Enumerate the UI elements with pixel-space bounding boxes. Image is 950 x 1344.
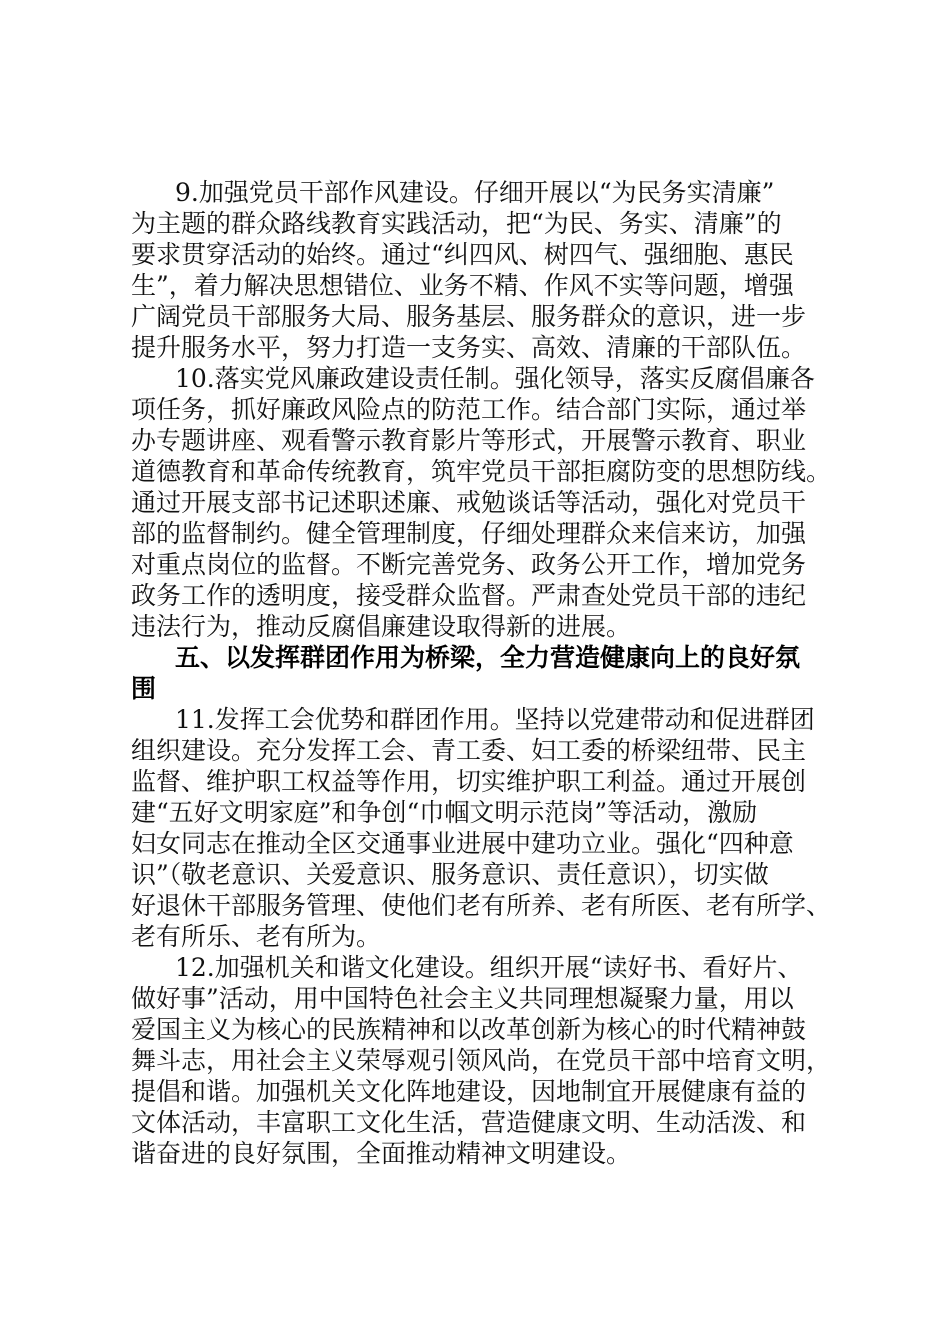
paragraph-12-line: 提倡和谐。加强机关文化阵地建设，因地制宜开展健康有益的 — [131, 1077, 807, 1106]
paragraph-12-line: 做好事”活动，用中国特色社会主义共同理想凝聚力量，用以 — [131, 984, 794, 1013]
paragraph-11-line: 妇女同志在推动全区交通事业进展中建功立业。强化“四种意 — [131, 829, 794, 858]
paragraph-12-line: 舞斗志，用社会主义荣辱观引领风尚，在党员干部中培育文明， — [131, 1046, 832, 1075]
paragraph-10-line: 项任务，抓好廉政风险点的防范工作。结合部门实际，通过举 — [131, 395, 807, 424]
paragraph-12-line: 爱国主义为核心的民族精神和以改革创新为核心的时代精神鼓 — [131, 1015, 807, 1044]
paragraph-10-line: 道德教育和革命传统教育，筑牢党员干部拒腐防变的思想防线。 — [131, 457, 832, 486]
paragraph-10-line: 违法行为，推动反腐倡廉建设取得新的进展。 — [131, 612, 632, 641]
paragraph-9-line: 生”，着力解决思想错位、业务不精、作风不实等问题，增强 — [131, 271, 794, 300]
paragraph-10-line: 办专题讲座、观看警示教育影片等形式，开展警示教育、职业 — [131, 426, 807, 455]
paragraph-10-line: 部的监督制约。健全管理制度，仔细处理群众来信来访，加强 — [131, 519, 807, 548]
paragraph-11-line: 建“五好文明家庭”和争创“巾帼文明示范岗”等活动，激励 — [131, 798, 758, 827]
paragraph-11-line: 好退休干部服务管理、使他们老有所养、老有所医、老有所学、 — [131, 891, 832, 920]
paragraph-10-line: 通过开展支部书记述职述廉、戒勉谈话等活动，强化对党员干 — [131, 488, 807, 517]
paragraph-9-line: 为主题的群众路线教育实践活动，把“为民、务实、清廉”的 — [131, 209, 782, 238]
paragraph-11-line: 组织建设。充分发挥工会、青工委、妇工委的桥梁纽带、民主 — [131, 736, 807, 765]
paragraph-9-line: 要求贯穿活动的始终。通过“纠四风、树四气、强细胞、惠民 — [131, 240, 794, 269]
paragraph-9-line: 广阔党员干部服务大局、服务基层、服务群众的意识，进一步 — [131, 302, 807, 331]
paragraph-10-line: 10.落实党风廉政建设责任制。强化领导，落实反腐倡廉各 — [175, 364, 815, 393]
paragraph-12-line: 谐奋进的良好氛围，全面推动精神文明建设。 — [131, 1139, 632, 1168]
paragraph-11-line: 监督、维护职工权益等作用，切实维护职工利益。通过开展创 — [131, 767, 807, 796]
paragraph-11-line: 老有所乐、老有所为。 — [131, 922, 382, 951]
paragraph-9-line: 9.加强党员干部作风建设。仔细开展以“为民务实清廉” — [175, 178, 775, 207]
paragraph-11-line: 11.发挥工会优势和群团作用。坚持以党建带动和促进群团 — [175, 705, 815, 734]
paragraph-10-line: 对重点岗位的监督。不断完善党务、政务公开工作，增加党务 — [131, 550, 807, 579]
paragraph-11-line: 识”（敬老意识、关爱意识、服务意识、责任意识），切实做 — [131, 860, 769, 889]
paragraph-12-line: 文体活动，丰富职工文化生活，营造健康文明、生动活泼、和 — [131, 1108, 807, 1137]
section-heading: 围 — [131, 674, 157, 703]
paragraph-10-line: 政务工作的透明度，接受群众监督。严肃查处党员干部的违纪 — [131, 581, 807, 610]
section-heading: 五、以发挥群团作用为桥梁，全力营造健康向上的良好氛 — [175, 643, 801, 672]
paragraph-12-line: 12.加强机关和谐文化建设。组织开展“读好书、看好片、 — [175, 953, 803, 982]
paragraph-9-line: 提升服务水平，努力打造一支务实、高效、清廉的干部队伍。 — [131, 333, 807, 362]
